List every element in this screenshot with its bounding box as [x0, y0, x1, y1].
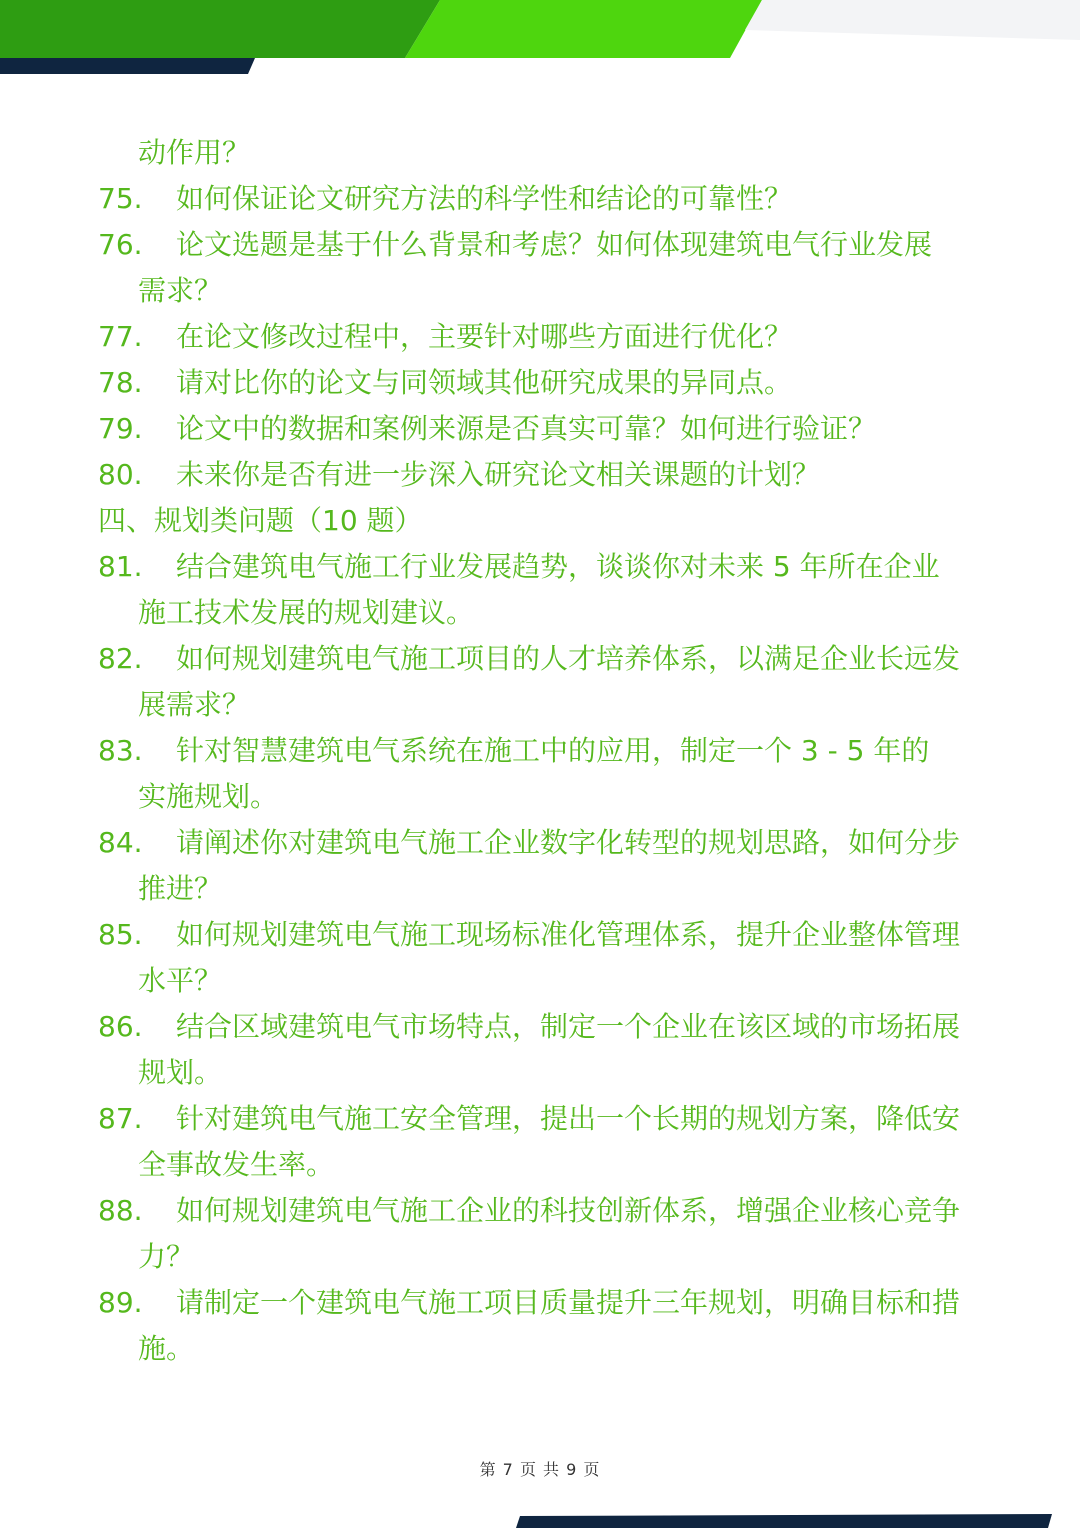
list-item-continuation	[98, 1326, 998, 1372]
list-item	[98, 1096, 998, 1142]
list-item-continuation	[98, 1050, 998, 1096]
list-item	[98, 222, 998, 268]
list-item	[98, 314, 998, 360]
list-item	[98, 176, 998, 222]
list-item	[98, 360, 998, 406]
list-item	[98, 728, 998, 774]
list-item	[98, 544, 998, 590]
question-text: 全事故发生率。	[138, 1148, 335, 1181]
question-number: 83.	[98, 734, 143, 767]
question-text: 施工技术发展的规划建议。	[138, 596, 475, 629]
question-number: 82.	[98, 642, 143, 675]
question-text: 规划。	[138, 1056, 223, 1089]
list-item	[98, 1004, 998, 1050]
question-text: 如何规划建筑电气施工企业的科技创新体系，增强企业核心竞争	[176, 1194, 961, 1227]
list-item	[98, 1280, 998, 1326]
banner-navy-stripe	[0, 58, 255, 74]
question-number: 81.	[98, 550, 143, 583]
question-text: 展需求？	[138, 688, 251, 721]
list-item	[98, 452, 998, 498]
list-item-continuation	[98, 774, 998, 820]
list-item	[98, 130, 998, 176]
header-banner	[0, 0, 1080, 80]
question-text: 未来你是否有进一步深入研究论文相关课题的计划？	[176, 458, 821, 491]
question-text: 针对智慧建筑电气系统在施工中的应用，制定一个 3 - 5 年的	[176, 734, 930, 767]
list-item-continuation	[98, 958, 998, 1004]
question-text: 论文中的数据和案例来源是否真实可靠？如何进行验证？	[176, 412, 877, 445]
list-item-continuation	[98, 1234, 998, 1280]
list-item-continuation	[98, 682, 998, 728]
section-heading: 四、规划类问题（10 题）	[98, 504, 423, 537]
footer-stripe	[0, 1508, 1080, 1528]
question-number: 80.	[98, 458, 143, 491]
question-text: 水平？	[138, 964, 223, 997]
question-text: 如何规划建筑电气施工项目的人才培养体系，以满足企业长远发	[176, 642, 961, 675]
page-number: 第 7 页 共 9 页	[479, 1460, 601, 1479]
question-number: 85.	[98, 918, 143, 951]
list-item	[98, 1188, 998, 1234]
list-item	[98, 636, 998, 682]
list-item	[98, 406, 998, 452]
question-text: 力？	[138, 1240, 195, 1273]
question-number: 88.	[98, 1194, 143, 1227]
footer-navy-stripe	[516, 1514, 1052, 1528]
list-item-continuation	[98, 866, 998, 912]
banner-green-dark	[0, 0, 440, 58]
banner-grey-fade	[745, 0, 1080, 40]
question-number: 89.	[98, 1286, 143, 1319]
list-item	[98, 820, 998, 866]
question-text: 推进？	[138, 872, 223, 905]
question-number: 76.	[98, 228, 143, 261]
list-item	[98, 912, 998, 958]
list-item-continuation	[98, 590, 998, 636]
question-text: 如何规划建筑电气施工现场标准化管理体系，提升企业整体管理	[176, 918, 961, 951]
question-text: 如何保证论文研究方法的科学性和结论的可靠性？	[176, 182, 793, 215]
question-text: 请对比你的论文与同领域其他研究成果的异同点。	[176, 366, 793, 399]
question-text: 结合建筑电气施工行业发展趋势，谈谈你对未来 5 年所在企业	[176, 550, 940, 583]
document-body	[98, 130, 998, 1372]
list-item-continuation	[98, 268, 998, 314]
question-text: 论文选题是基于什么背景和考虑？如何体现建筑电气行业发展	[176, 228, 933, 261]
question-number: 87.	[98, 1102, 143, 1135]
question-number: 86.	[98, 1010, 143, 1043]
question-number: 75.	[98, 182, 143, 215]
question-number: 77.	[98, 320, 143, 353]
question-text: 请阐述你对建筑电气施工企业数字化转型的规划思路，如何分步	[176, 826, 961, 859]
question-text: 实施规划。	[138, 780, 279, 813]
question-text: 请制定一个建筑电气施工项目质量提升三年规划，明确目标和措	[176, 1286, 961, 1319]
question-text: 结合区域建筑电气市场特点，制定一个企业在该区域的市场拓展	[176, 1010, 961, 1043]
question-number: 78.	[98, 366, 143, 399]
banner-green-light	[405, 0, 762, 58]
question-number: 79.	[98, 412, 143, 445]
question-text: 在论文修改过程中，主要针对哪些方面进行优化？	[176, 320, 793, 353]
question-text: 针对建筑电气施工安全管理，提出一个长期的规划方案，降低安	[176, 1102, 961, 1135]
question-number: 84.	[98, 826, 143, 859]
question-text: 动作用？	[138, 136, 251, 169]
question-text: 施。	[138, 1332, 195, 1365]
list-item-continuation	[98, 1142, 998, 1188]
question-text: 需求？	[138, 274, 223, 307]
